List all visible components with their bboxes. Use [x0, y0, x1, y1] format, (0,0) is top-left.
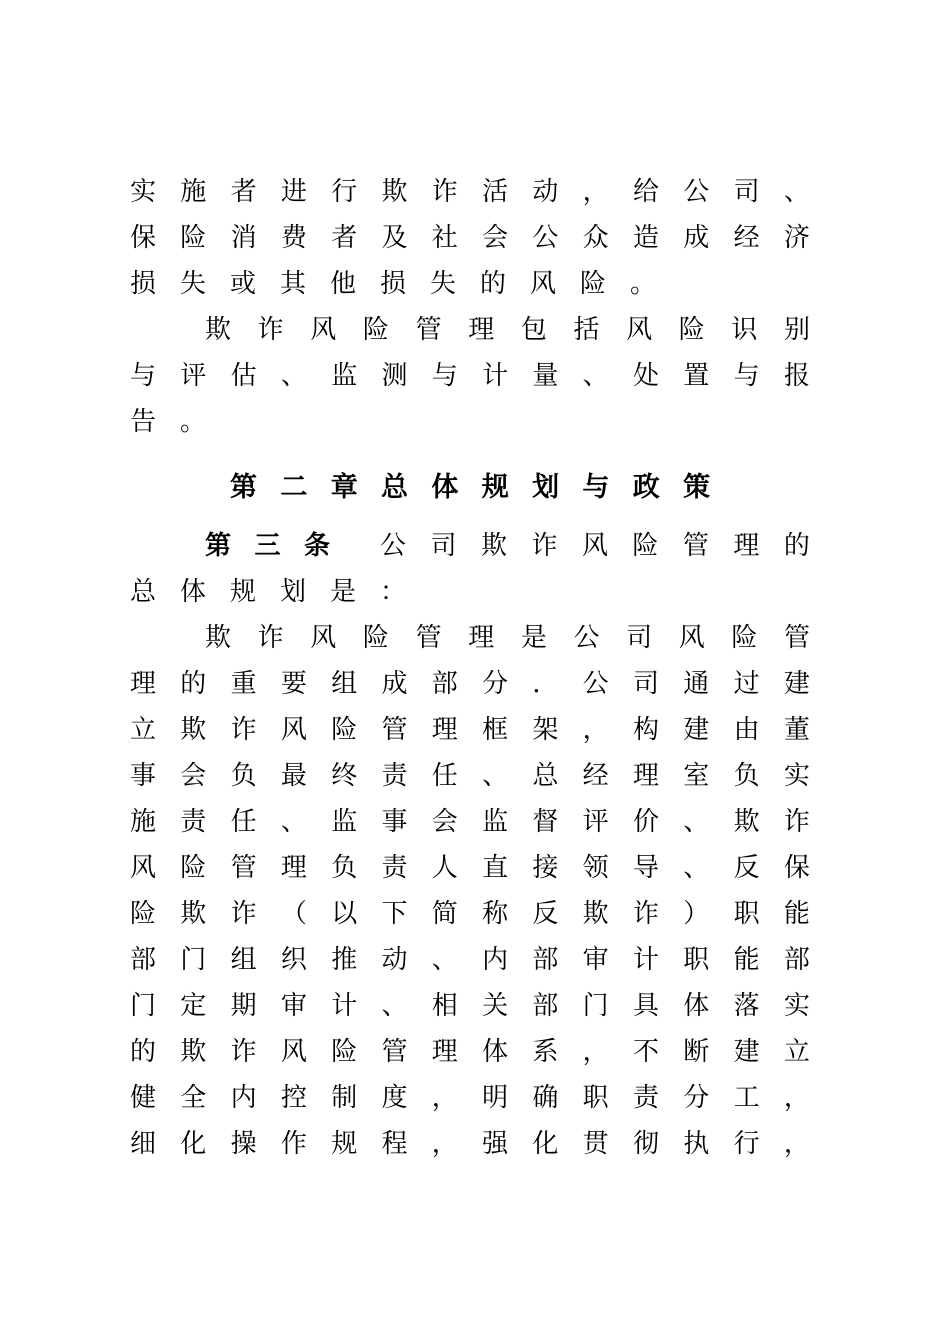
body-text-line: 风 险 管 理 负 责 人 直 接 领 导 、 反 保	[130, 853, 810, 883]
body-text-line: 实 施 者 进 行 欺 诈 活 动 ， 给 公 司 、	[130, 177, 810, 207]
body-text-line: 损失或其他损失的风险。	[130, 269, 681, 299]
body-text-line: 门 定 期 审 计 、 相 关 部 门 具 体 落 实	[130, 991, 810, 1021]
body-text-line: 健 全 内 控 制 度 ， 明 确 职 责 分 工 ，	[130, 1083, 810, 1113]
article-first-line	[205, 528, 810, 564]
body-text-line: 与 评 估 、 监 测 与 计 量 、 处 置 与 报	[130, 361, 810, 391]
body-text-line: 告。	[130, 407, 231, 437]
body-text-segment: 公 司 欺 诈 风 险 管 理 的	[380, 531, 810, 561]
body-text-line: 细 化 操 作 规 程 ， 强 化 贯 彻 执 行 ，	[130, 1129, 810, 1159]
body-text-line: 欺 诈 风 险 管 理 包 括 风 险 识 别	[205, 315, 811, 345]
body-text-line: 的 欺 诈 风 险 管 理 体 系 ， 不 断 建 立	[130, 1037, 810, 1067]
body-text-line: 险 欺 诈 （ 以 下 简 称 反 欺 诈 ） 职 能	[130, 899, 810, 929]
body-text-line: 立 欺 诈 风 险 管 理 框 架 ， 构 建 由 董	[130, 715, 810, 745]
body-text-line: 事 会 负 最 终 责 任 、 总 经 理 室 负 实	[130, 761, 810, 791]
body-text-line: 施 责 任 、 监 事 会 监 督 评 价 、 欺 诈	[130, 807, 810, 837]
body-text-line: 部 门 组 织 推 动 、 内 部 审 计 职 能 部	[130, 945, 810, 975]
body-text-line: 理 的 重 要 组 成 部 分 ． 公 司 通 过 建	[130, 669, 810, 699]
chapter-heading: 第 二 章 总 体 规 划 与 政 策	[230, 472, 711, 503]
body-text-line: 保 险 消 费 者 及 社 会 公 众 造 成 经 济	[130, 223, 810, 253]
article-label: 第 三 条	[205, 531, 330, 561]
body-text-line: 欺 诈 风 险 管 理 是 公 司 风 险 管	[205, 623, 811, 653]
body-text-line: 总体规划是：	[130, 577, 431, 607]
